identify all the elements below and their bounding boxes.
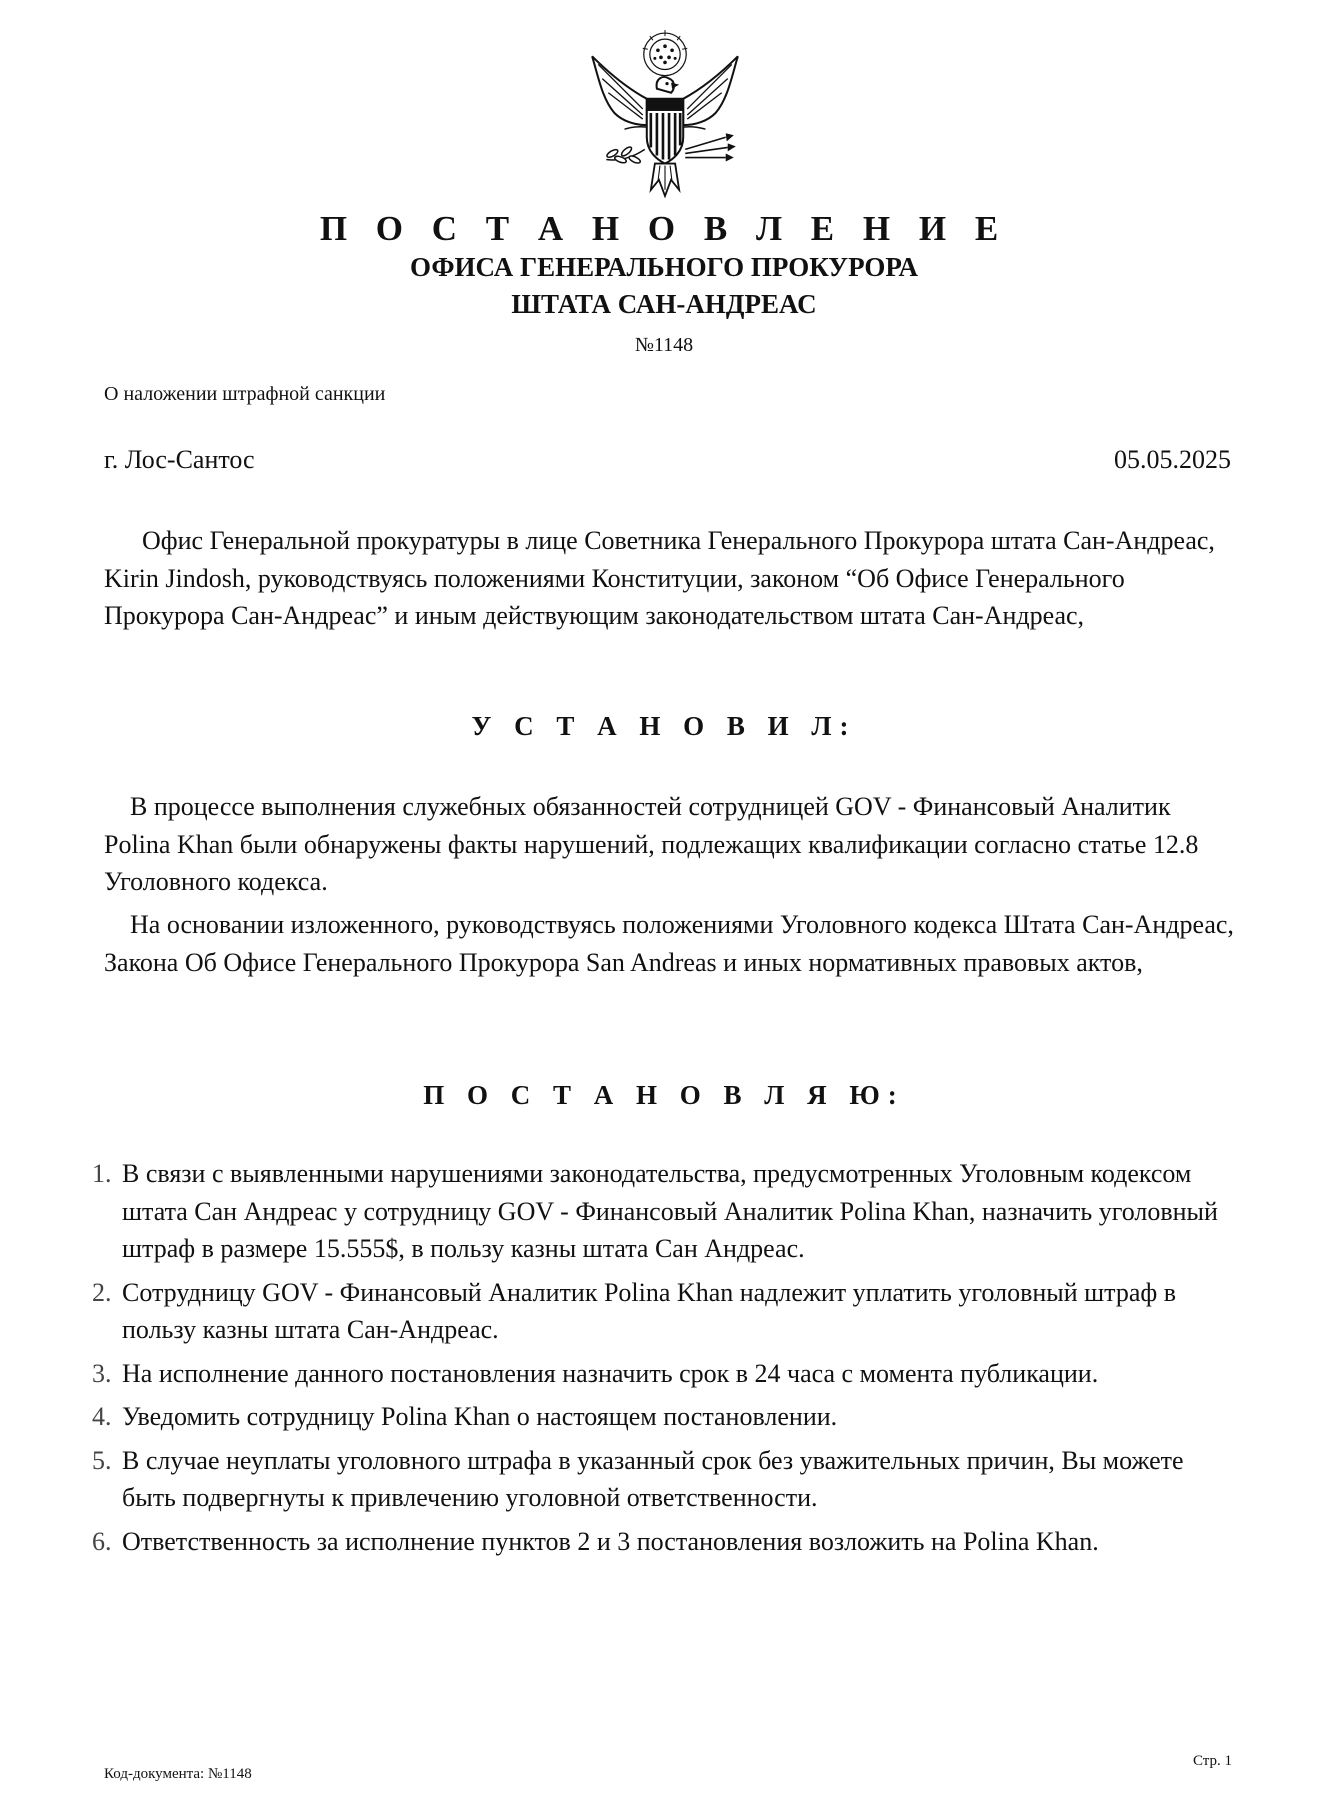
list-item <box>92 1398 1242 1436</box>
eagle-seal-icon <box>584 28 746 200</box>
list-item-number: 4. <box>92 1402 112 1431</box>
list-item-text: Ответственность за исполнение пунктов 2 и 3 постановления возложить на Polina Khan. <box>122 1526 1099 1556</box>
footer-page-number: Стр. 1 <box>1192 1753 1232 1769</box>
list-item-number: 5. <box>92 1445 112 1475</box>
decree-heading: П О С Т А Н О В Л Я Ю: <box>423 1080 905 1110</box>
document-title: П О С Т А Н О В Л Е Н И Е <box>319 209 1009 248</box>
list-item <box>92 1155 1242 1268</box>
issuer-line-2: ШТАТА САН-АНДРЕАС <box>511 289 817 319</box>
list-item-text: Уведомить сотрудницу Polina Khan о настоящем постановлении. <box>122 1402 838 1431</box>
list-item <box>92 1355 1242 1393</box>
footer-document-code: Код-документа: №1148 <box>104 1766 252 1782</box>
list-item-text: На исполнение данного постановления назначить срок в 24 часа с момента публикации. <box>122 1358 1099 1388</box>
list-item-text: В случае неуплаты уголовного штрафа в указанный срок без уважительных причин, Вы можете быть подвергнуты к привлечению уголовной ответственности. <box>122 1445 1184 1512</box>
list-item-number: 2. <box>92 1277 112 1307</box>
issuer-line-1: ОФИСА ГЕНЕРАЛЬНОГО ПРОКУРОРА <box>410 252 918 282</box>
subject-line: О наложении штрафной санкции <box>104 383 386 405</box>
intro-paragraph: Офис Генеральной прокуратуры в лице Советника Генерального Прокурора штата Сан-Андреас, Kirin Jindosh, руководствуясь положениями Конституции, законом “Об Офисе Генерального Прокурора Сан-Андреас” и иным действующим законодательством штата Сан-Андреас, <box>104 526 1215 630</box>
list-item-number: 3. <box>92 1358 112 1388</box>
facts-paragraph: В процессе выполнения служебных обязанностей сотрудницей GOV - Финансовый Аналитик Polina Khan были обнаружены факты нарушений, подлежащих квалификации согласно статье 12.8 Уголовного кодекса. <box>104 792 1199 896</box>
list-item <box>92 1442 1242 1517</box>
list-item <box>92 1274 1242 1349</box>
list-item-number: 6. <box>92 1526 112 1556</box>
basis-paragraph: На основании изложенного, руководствуясь положениями Уголовного кодекса Штата Сан-Андреас, Закона Об Офисе Генерального Прокурора San Andreas и иных нормативных правовых актов, <box>104 910 1234 977</box>
list-item <box>92 1523 1242 1561</box>
decree-list <box>92 1155 1242 1566</box>
city: г. Лос-Сантос <box>104 445 255 474</box>
established-heading: У С Т А Н О В И Л: <box>471 711 857 741</box>
list-item-text: Сотрудницу GOV - Финансовый Аналитик Polina Khan надлежит уплатить уголовный штраф в пользу казны штата Сан-Андреас. <box>122 1277 1177 1344</box>
document-number: №1148 <box>634 334 694 356</box>
list-item-text: В связи с выявленными нарушениями законодательства, предусмотренных Уголовным кодексом штата Сан Андреас у сотрудницу GOV - Финансовый Аналитик Polina Khan, назначить уголовный штраф в размере 15.555$, в пользу казны штата Сан Андреас. <box>122 1159 1218 1263</box>
date: 05.05.2025 <box>1114 445 1231 474</box>
list-item-number: 1. <box>92 1159 112 1188</box>
